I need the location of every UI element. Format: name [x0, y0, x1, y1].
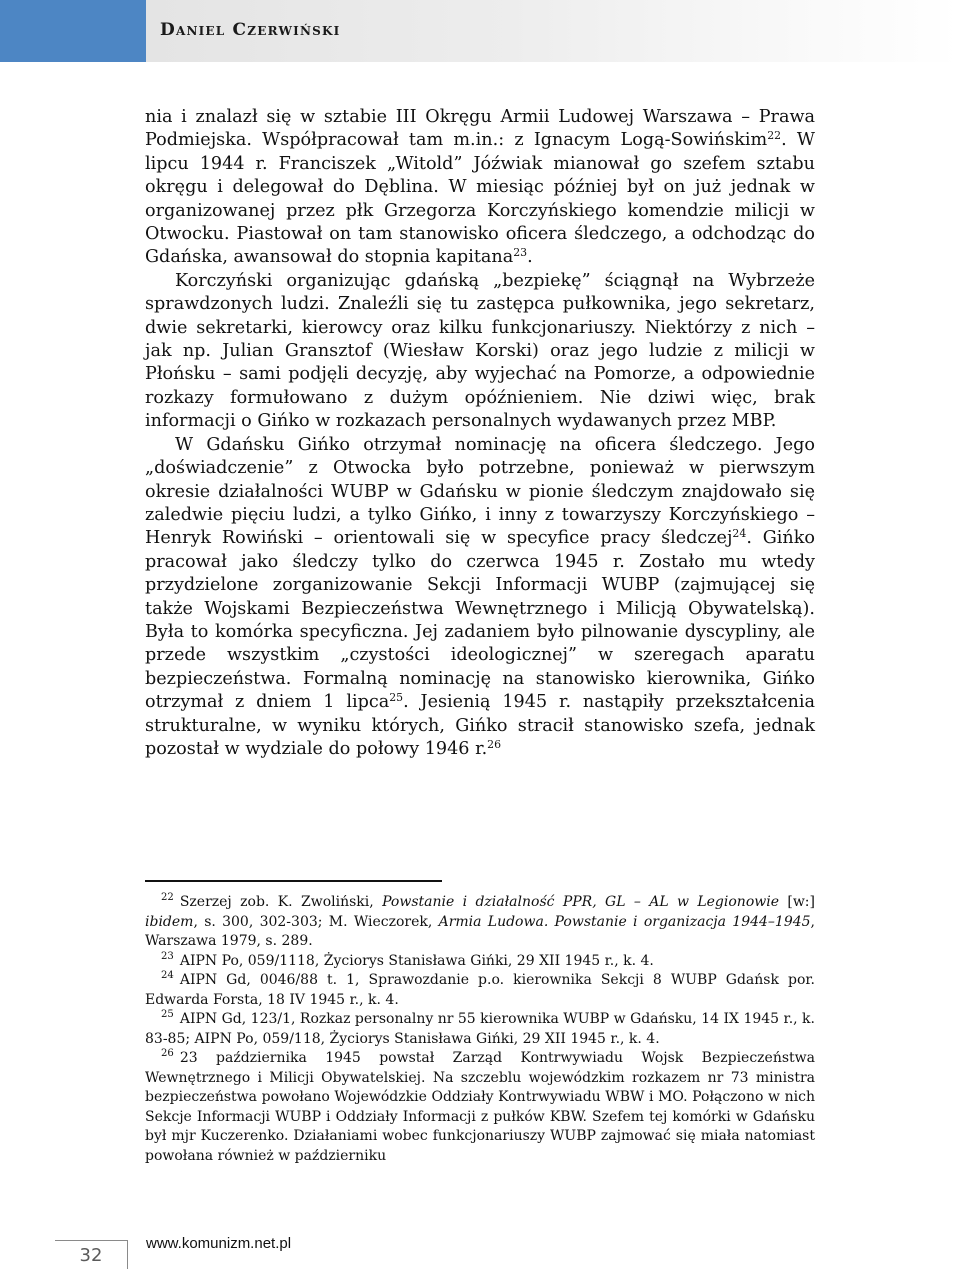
footnote-number: 22	[161, 892, 174, 904]
footnote-ref: 23	[513, 246, 528, 260]
footnotes	[145, 893, 815, 1166]
body-paragraph	[145, 270, 815, 434]
text-run: AIPN Gd, 123/1, Rozkaz personalny nr 55 kierownika WUBP w Gdańsku, 14 IX 1945 r., k. 83-85; AIPN Po, 059/118, Życiorys Stanisława Gińki, 29 XII 1945 r., k. 4.	[145, 1011, 815, 1047]
text-run: . Jesienią 1945 r. nastąpiły przekształcenia strukturalne, w wyniku których, Gińko stracił stanowisko szefa, jednak pozostał w wydziale do połowy 1946 r.	[145, 692, 815, 759]
footnote-number: 23	[161, 950, 174, 962]
text-run: , s. 300, 302-303; M. Wieczorek,	[193, 913, 439, 930]
footnote-ref: 25	[389, 691, 404, 705]
footer-url: www.komunizm.net.pl	[146, 1235, 292, 1252]
text-run: , Warszawa 1979, s. 289.	[145, 913, 815, 949]
running-header-author: Daniel Czerwiński	[160, 20, 341, 40]
footnote-ref: 24	[732, 527, 747, 541]
text-run: AIPN Gd, 0046/88 t. 1, Sprawozdanie p.o. kierownika Sekcji 8 WUBP Gdańsk por. Edwarda Forsta, 18 IV 1945 r., k. 4.	[145, 972, 815, 1008]
text-run: nia i znalazł się w sztabie III Okręgu Armii Ludowej Warszawa – Prawa Podmiejska. Współpracował tam m.in.: z Ignacym Logą-Sowińskim	[145, 107, 815, 151]
header-accent-block	[0, 0, 146, 62]
footnote	[145, 1010, 815, 1049]
footnote-ref: 22	[767, 129, 782, 143]
text-run: Szerzej zob. K. Zwoliński,	[179, 894, 383, 910]
text-run: . W lipcu 1944 r. Franciszek „Witold” Jóźwiak mianował go szefem sztabu okręgu i delegował do Dęblina. W miesiąc później był on już jednak w organizowanej przez płk Grzegorza Korczyńskiego komendzie milicji w Otwocku. Piastował on tam stanowisko oficera śledczego, a odchodząc do Gdańska, awansował do stopnia kapitana	[145, 130, 815, 268]
text-run: . Gińko pracował jako śledczy tylko do czerwca 1945 r. Zostało mu wtedy przydzielone zorganizowanie Sekcji Informacji WUBP (zajmującej się także Wojskami Bezpieczeństwa Wewnętrznego i Milicją Obywatelską). Była to komórka specyficzna. Jej zadaniem było pilnowanie dyscypliny, ale przede wszystkim „czystości ideologicznej” w szeregach aparatu bezpieczeństwa. Formalną nominację na stanowisko kierownika, Gińko otrzymał z dniem 1 lipca	[145, 528, 815, 713]
italic-title: Armia Ludowa. Powstanie i organizacja 1944–1945	[438, 913, 811, 930]
footnote-number: 24	[161, 970, 174, 982]
text-run: W Gdańsku Gińko otrzymał nominację na oficera śledczego. Jego „doświadczenie” z Otwocka było potrzebne, ponieważ w pierwszym okresie działalności WUBP w Gdańsku w pionie śledczym znajdowało się zaledwie pięciu ludzi, a tylko Gińko, i inny z towarzyszy Korczyńskiego – Henryk Rowiński – orientowali się w specyfice pracy śledczej	[145, 434, 815, 549]
footnote	[145, 1049, 815, 1166]
italic-title: ibidem	[145, 913, 194, 930]
main-text	[145, 106, 815, 761]
footnote-separator	[145, 880, 442, 882]
footnote	[145, 971, 815, 1010]
page-number: 32	[55, 1240, 128, 1269]
text-run: 23 października 1945 powstał Zarząd Kontrwywiadu Wojsk Bezpieczeństwa Wewnętrznego i Milicji Obywatelskiej. Na szczeblu wojewódzkim rozkazem nr 73 ministra bezpieczeństwa powołano Wojewódzkie Oddziały Kontrwywiadu WBW i MO. Połączono w nich Sekcje Informacji WUBP i Oddziały Informacji z pułków KBW. Szefem tej komórki w Gdańsku był mjr Kuczerenko. Działaniami wobec funkcjonariuszy WUBP zajmować się miała natomiast powołana również w październiku	[145, 1050, 815, 1164]
footnote-ref: 26	[487, 737, 502, 751]
footnote-number: 26	[161, 1048, 174, 1060]
footnote-number: 25	[161, 1009, 174, 1021]
text-run: Korczyński organizując gdańską „bezpiekę” ściągnął na Wybrzeże sprawdzonych ludzi. Znaleźli się tu zastępca pułkownika, jego sekretarz, dwie sekretarki, kierowcy oraz kilku funkcjonariuszy. Niektórzy z nich – jak np. Julian Gransztof (Wiesław Korski) oraz jego ludzie z milicji w Płońsku – sami podjęli decyzję, aby wyjechać na Pomorze, a odpowiednie rozkazy formułowano z dużym opóźnieniem. Nie dziwi więc, brak informacji o Gińko w rozkazach personalnych wydawanych przez MBP.	[145, 270, 815, 432]
text-run: AIPN Po, 059/1118, Życiorys Stanisława Gińki, 29 XII 1945 r., k. 4.	[179, 952, 654, 969]
text-run: .	[527, 247, 533, 268]
body-paragraph	[145, 106, 815, 270]
footnote	[145, 952, 815, 972]
footnote	[145, 893, 815, 952]
italic-title: Powstanie i działalność PPR, GL – AL w Legionowie	[382, 894, 779, 910]
text-run: [w:]	[779, 894, 815, 910]
body-paragraph	[145, 434, 815, 762]
